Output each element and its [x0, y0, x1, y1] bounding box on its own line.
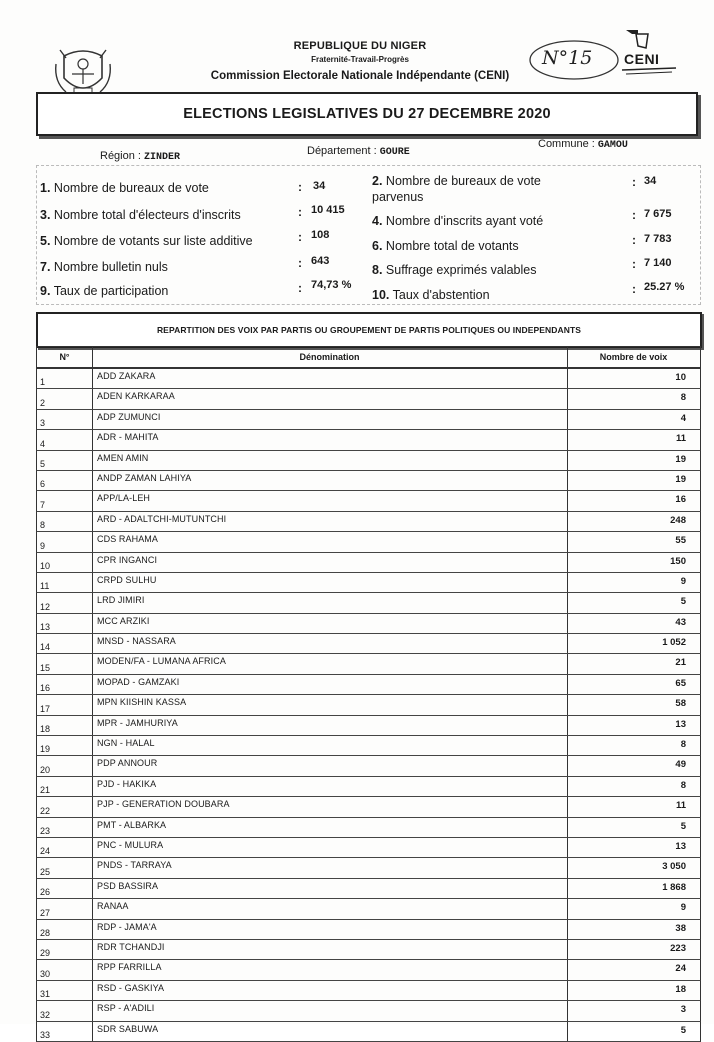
- column-divider: [567, 369, 568, 388]
- party-name: AMEN AMIN: [97, 452, 149, 463]
- column-divider: [567, 1001, 568, 1020]
- commune-label: Commune :: [538, 138, 595, 150]
- table-row: [36, 858, 701, 878]
- column-divider: [567, 879, 568, 898]
- national-motto: Fraternité-Travail-Progrès: [311, 55, 409, 64]
- column-divider: [567, 899, 568, 918]
- party-name: CPR INGANCI: [97, 554, 158, 565]
- table-row: [36, 654, 701, 674]
- column-divider: [567, 838, 568, 857]
- column-divider: [567, 960, 568, 979]
- table-row: [36, 389, 701, 409]
- column-header-number: N°: [37, 347, 93, 367]
- column-divider: [92, 471, 93, 490]
- column-divider: [567, 756, 568, 775]
- column-divider: [567, 491, 568, 510]
- column-divider: [92, 899, 93, 918]
- column-divider: [567, 410, 568, 429]
- vote-count: 18: [675, 983, 686, 995]
- vote-count: 58: [675, 698, 686, 710]
- stat-label-6: 6. Nombre total de votants: [372, 239, 519, 253]
- vote-count: 24: [675, 963, 686, 975]
- stat-colon: :: [298, 205, 302, 219]
- row-number: 2: [40, 397, 46, 408]
- column-divider: [567, 920, 568, 939]
- column-divider: [567, 512, 568, 531]
- table-row: [36, 818, 701, 838]
- stat-colon: :: [632, 208, 636, 222]
- departement-field: [307, 145, 410, 158]
- table-row: [36, 614, 701, 634]
- vote-count: 10: [675, 372, 686, 383]
- row-number: 20: [40, 764, 51, 775]
- vote-count: 16: [675, 494, 686, 506]
- table-row: [36, 675, 701, 695]
- row-number: 13: [40, 622, 51, 633]
- row-number: 18: [40, 724, 51, 735]
- stat-colon: :: [298, 180, 302, 194]
- vote-count: 5: [680, 820, 686, 832]
- handwritten-number-text: N°15: [542, 47, 593, 69]
- party-name: RSP - A'ADILI: [97, 1003, 155, 1014]
- row-number: 7: [40, 499, 46, 510]
- column-divider: [92, 451, 93, 470]
- column-divider: [92, 430, 93, 449]
- column-divider: [92, 389, 93, 408]
- vote-count: 150: [670, 555, 686, 567]
- row-number: 17: [40, 703, 51, 714]
- election-title-box: [36, 92, 698, 136]
- table-row: [36, 1001, 701, 1021]
- stat-value-9: 74,73 %: [311, 279, 352, 291]
- table-row: [36, 899, 701, 919]
- table-row: [36, 491, 701, 511]
- row-number: 9: [40, 540, 46, 551]
- column-divider: [567, 777, 568, 796]
- table-row: [36, 532, 701, 552]
- column-divider: [567, 389, 568, 408]
- stat-colon: :: [632, 175, 636, 189]
- handwritten-number: [528, 38, 620, 82]
- table-row: [36, 553, 701, 573]
- row-number: 24: [40, 846, 51, 857]
- party-name: PSD BASSIRA: [97, 880, 159, 891]
- party-name: LRD JIMIRI: [97, 595, 145, 606]
- table-row: [36, 716, 701, 736]
- column-divider: [92, 369, 93, 388]
- row-number: 10: [40, 560, 51, 571]
- stat-value-8: 7 140: [644, 257, 672, 269]
- row-number: 31: [40, 989, 51, 1000]
- stat-label-8: 8. Suffrage exprimés valables: [372, 263, 537, 277]
- vote-count: 5: [680, 1024, 686, 1036]
- column-divider: [92, 777, 93, 796]
- column-divider: [567, 532, 568, 551]
- party-name: RANAA: [97, 901, 129, 912]
- row-number: 22: [40, 805, 51, 816]
- party-name: RDP - JAMA'A: [97, 921, 157, 932]
- vote-count: 8: [680, 392, 686, 404]
- stat-value-7: 643: [311, 255, 330, 267]
- stat-label-10: 10. Taux d'abstention: [372, 288, 490, 302]
- row-number: 8: [40, 520, 46, 531]
- column-divider: [567, 818, 568, 837]
- vote-count: 19: [675, 453, 686, 465]
- table-row: [36, 838, 701, 858]
- vote-count: 49: [675, 759, 686, 771]
- document-header: [150, 40, 570, 82]
- vote-count: 1 868: [662, 881, 686, 893]
- commune-field: [538, 138, 628, 151]
- ceni-logo-text: CENI: [624, 51, 660, 67]
- table-row: [36, 920, 701, 940]
- column-divider: [567, 634, 568, 653]
- party-name: MNSD - NASSARA: [97, 636, 176, 647]
- table-row: [36, 410, 701, 430]
- departement-value: GOURE: [379, 147, 410, 158]
- column-divider: [567, 614, 568, 633]
- column-divider: [567, 654, 568, 673]
- party-name: SDR SABUWA: [97, 1023, 159, 1034]
- party-name: MOPAD - GAMZAKI: [97, 676, 180, 687]
- row-number: 33: [40, 1029, 51, 1040]
- stat-colon: :: [298, 256, 302, 270]
- party-name: PMT - ALBARKA: [97, 819, 167, 830]
- column-divider: [567, 858, 568, 877]
- column-divider: [92, 981, 93, 1000]
- party-name: CDS RAHAMA: [97, 534, 159, 545]
- table-body: [36, 369, 701, 1042]
- column-divider: [92, 879, 93, 898]
- column-divider: [92, 716, 93, 735]
- column-divider: [567, 797, 568, 816]
- column-divider: [567, 471, 568, 490]
- stat-value-6: 7 783: [644, 233, 672, 245]
- column-divider: [92, 920, 93, 939]
- row-number: 12: [40, 601, 51, 612]
- column-divider: [567, 940, 568, 959]
- row-number: 21: [40, 785, 51, 796]
- column-divider: [92, 491, 93, 510]
- table-row: [36, 634, 701, 654]
- column-divider: [567, 736, 568, 755]
- party-name: PJP - GENERATION DOUBARA: [97, 799, 230, 810]
- vote-count: 9: [680, 902, 686, 914]
- column-divider: [92, 838, 93, 857]
- row-number: 29: [40, 948, 51, 959]
- ceni-logo: [620, 28, 680, 80]
- vote-count: 55: [675, 535, 686, 547]
- repartition-title: REPARTITION DES VOIX PAR PARTIS OU GROUPEMENT DE PARTIS POLITIQUES OU INDEPENDANTS: [156, 325, 582, 335]
- column-divider: [567, 451, 568, 470]
- stat-colon: :: [298, 230, 302, 244]
- vote-count: 19: [675, 473, 686, 485]
- region-field: [100, 150, 180, 163]
- column-divider: [567, 553, 568, 572]
- column-divider: [567, 593, 568, 612]
- column-divider: [92, 756, 93, 775]
- row-number: 27: [40, 907, 51, 918]
- row-number: 11: [40, 581, 50, 592]
- vote-count: 13: [675, 718, 686, 730]
- column-divider: [92, 553, 93, 572]
- table-row: [36, 756, 701, 776]
- table-row: [36, 940, 701, 960]
- table-row: [36, 512, 701, 532]
- column-header-votes: Nombre de voix: [599, 352, 668, 362]
- column-divider: [567, 1022, 568, 1041]
- column-divider: [92, 532, 93, 551]
- stat-label-4: 4. Nombre d'inscrits ayant voté: [372, 214, 544, 228]
- election-title: ELECTIONS LEGISLATIVES DU 27 DECEMBRE 2020: [183, 106, 551, 122]
- repartition-title-box: [36, 312, 702, 348]
- party-name: MPR - JAMHURIYA: [97, 717, 178, 728]
- region-value: ZINDER: [144, 152, 181, 163]
- stat-value-5: 108: [311, 229, 330, 241]
- party-name: MODEN/FA - LUMANA AFRICA: [97, 656, 226, 667]
- table-row: [36, 430, 701, 450]
- column-divider: [92, 1001, 93, 1020]
- stat-value-10: 25.27 %: [644, 281, 685, 293]
- column-divider: [567, 716, 568, 735]
- stat-value-1: 34: [313, 180, 326, 192]
- column-divider: [567, 981, 568, 1000]
- stat-value-3: 10 415: [311, 204, 345, 216]
- vote-count: 21: [675, 657, 686, 669]
- column-header-denomination: Dénomination: [92, 347, 568, 367]
- vote-count: 1 052: [662, 637, 686, 649]
- party-name: PDP ANNOUR: [97, 758, 158, 769]
- row-number: 32: [40, 1009, 51, 1020]
- party-name: NGN - HALAL: [97, 738, 155, 749]
- table-row: [36, 736, 701, 756]
- region-label: Région :: [100, 150, 141, 162]
- vote-count: 13: [675, 840, 686, 852]
- column-divider: [92, 573, 93, 592]
- vote-count: 8: [680, 779, 686, 791]
- party-name: CRPD SULHU: [97, 574, 157, 585]
- party-name: ADEN KARKARAA: [97, 391, 175, 402]
- column-divider: [92, 634, 93, 653]
- stat-label-5: 5. Nombre de votants sur liste additive: [40, 234, 253, 248]
- table-row: [36, 777, 701, 797]
- row-number: 26: [40, 887, 51, 898]
- vote-count: 9: [680, 575, 686, 587]
- stat-colon: :: [632, 257, 636, 271]
- vote-count: 3: [680, 1004, 686, 1016]
- column-divider: [92, 1022, 93, 1041]
- stat-label-1: 1. Nombre de bureaux de vote: [40, 181, 209, 195]
- column-divider: [92, 940, 93, 959]
- party-name: ADD ZAKARA: [97, 371, 156, 381]
- row-number: 3: [40, 418, 46, 429]
- row-number: 14: [40, 642, 51, 653]
- vote-count: 43: [675, 616, 686, 628]
- table-row: [36, 593, 701, 613]
- table-row: [36, 981, 701, 1001]
- departement-label: Département :: [307, 145, 377, 157]
- stat-colon: :: [632, 233, 636, 247]
- column-divider: [567, 675, 568, 694]
- row-number: 1: [40, 377, 46, 388]
- party-name: ANDP ZAMAN LAHIYA: [97, 472, 192, 483]
- column-divider: [92, 654, 93, 673]
- party-name: PJD - HAKIKA: [97, 778, 157, 789]
- results-table: [36, 346, 701, 1042]
- commune-value: GAMOU: [597, 140, 628, 151]
- stat-label-3: 3. Nombre total d'électeurs d'inscrits: [40, 208, 241, 222]
- row-number: 6: [40, 479, 46, 490]
- vote-count: 3 050: [662, 861, 686, 873]
- column-divider: [92, 858, 93, 877]
- party-name: ADR - MAHITA: [97, 432, 159, 443]
- party-name: RDR TCHANDJI: [97, 941, 165, 952]
- column-divider: [567, 573, 568, 592]
- vote-count: 65: [675, 677, 686, 689]
- party-name: PNDS - TARRAYA: [97, 860, 172, 871]
- party-name: ADP ZUMUNCI: [97, 411, 161, 422]
- row-number: 23: [40, 825, 51, 836]
- vote-count: 5: [680, 596, 686, 608]
- party-name: MCC ARZIKI: [97, 615, 150, 626]
- row-number: 16: [40, 683, 51, 694]
- column-divider: [92, 614, 93, 633]
- stat-label-7: 7. Nombre bulletin nuls: [40, 260, 168, 274]
- column-divider: [92, 512, 93, 531]
- party-name: RSD - GASKIYA: [97, 982, 165, 993]
- table-row: [36, 960, 701, 980]
- table-row: [36, 695, 701, 715]
- row-number: 28: [40, 927, 51, 938]
- vote-count: 223: [670, 942, 686, 954]
- column-divider: [92, 736, 93, 755]
- row-number: 25: [40, 866, 51, 877]
- party-name: APP/LA-LEH: [97, 493, 151, 504]
- stat-colon: :: [298, 281, 302, 295]
- party-name: ARD - ADALTCHI-MUTUNTCHI: [97, 513, 227, 524]
- table-row: [36, 797, 701, 817]
- stat-colon: :: [632, 282, 636, 296]
- vote-count: 248: [670, 514, 686, 526]
- republic-name: REPUBLIQUE DU NIGER: [293, 40, 427, 52]
- vote-count: 11: [675, 433, 686, 445]
- column-divider: [92, 675, 93, 694]
- row-number: 15: [40, 662, 51, 673]
- table-row: [36, 451, 701, 471]
- party-name: PNC - MULURA: [97, 839, 164, 850]
- column-divider: [92, 593, 93, 612]
- commission-name: Commission Electorale Nationale Indépendante (CENI): [210, 70, 510, 82]
- stat-value-2: 34: [644, 175, 657, 187]
- table-row: [36, 573, 701, 593]
- table-row: [36, 369, 701, 389]
- column-divider: [92, 410, 93, 429]
- party-name: MPN KIISHIN KASSA: [97, 697, 187, 708]
- column-divider: [92, 797, 93, 816]
- table-row: [36, 879, 701, 899]
- party-name: RPP FARRILLA: [97, 962, 162, 973]
- table-row: [36, 1022, 701, 1042]
- vote-count: 8: [680, 739, 686, 751]
- vote-count: 4: [680, 412, 686, 424]
- table-row: [36, 471, 701, 491]
- vote-count: 38: [675, 922, 686, 934]
- row-number: 5: [40, 458, 46, 469]
- column-divider: [92, 818, 93, 837]
- stat-label-9: 9. Taux de participation: [40, 284, 169, 298]
- stat-value-4: 7 675: [644, 208, 672, 220]
- vote-count: 11: [675, 800, 686, 812]
- stat-label-2: 2. Nombre de bureaux de vote parvenus: [372, 174, 541, 204]
- table-header: [36, 346, 701, 369]
- row-number: 4: [40, 438, 46, 449]
- column-divider: [92, 695, 93, 714]
- column-divider: [567, 695, 568, 714]
- column-divider: [567, 430, 568, 449]
- column-divider: [92, 960, 93, 979]
- row-number: 30: [40, 968, 51, 979]
- row-number: 19: [40, 744, 51, 755]
